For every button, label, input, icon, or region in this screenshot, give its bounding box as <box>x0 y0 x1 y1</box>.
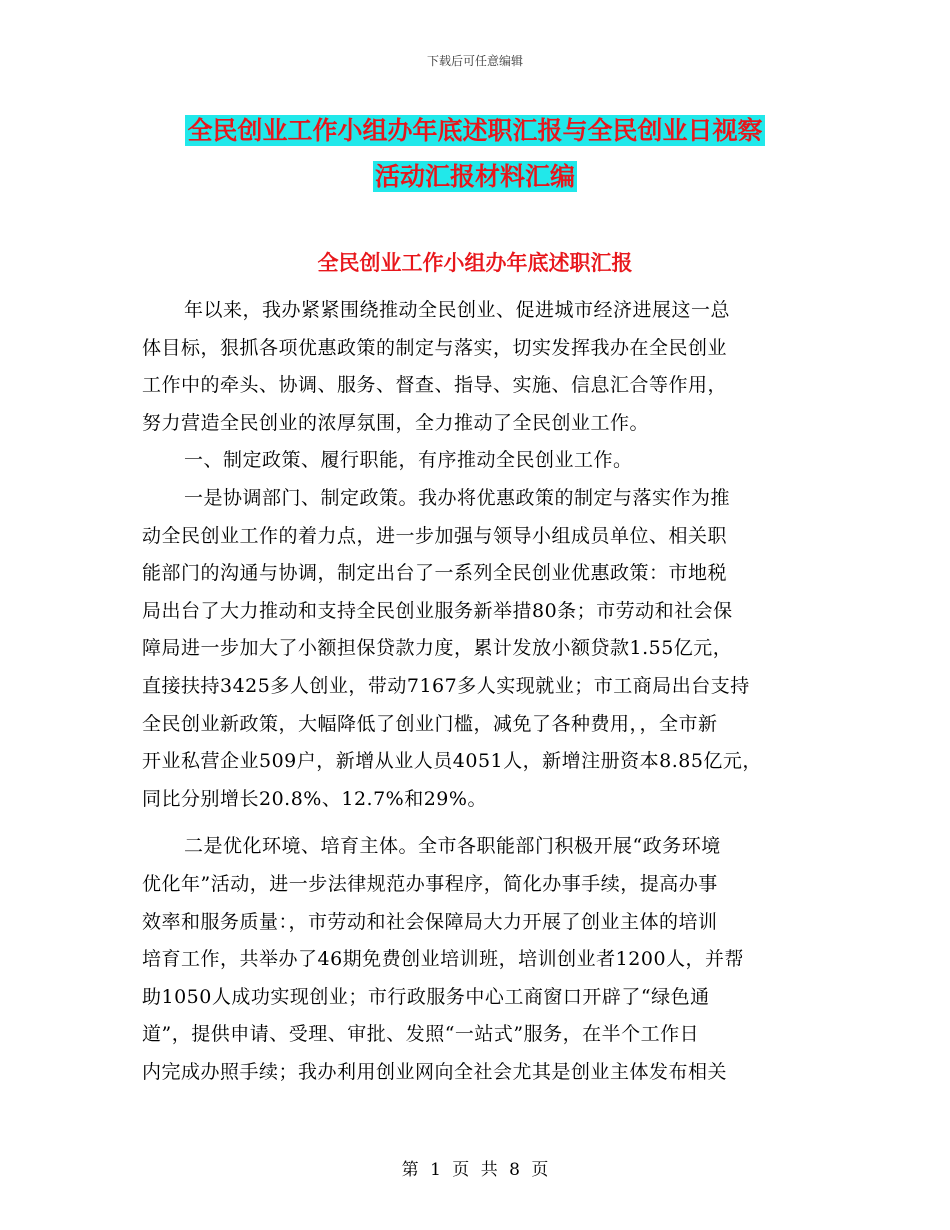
text-line: 体目标，狠抓各项优惠政策的制定与落实，切实发挥我办在全民创业 <box>142 336 728 359</box>
text-line: 全民创业新政策，大幅降低了创业门槛，减免了各种费用，，全市新 <box>142 712 718 735</box>
text-line: 工作中的牵头、协调、服务、督查、指导、实施、信息汇合等作用， <box>142 374 728 397</box>
text-line: 局出台了大力推动和支持全民创业服务新举措80条；市劳动和社会保 <box>142 599 733 622</box>
text-line: 能部门的沟通与协调，制定出台了一系列全民创业优惠政策：市地税 <box>142 562 728 585</box>
document-title-line-1: 全民创业工作小组办年底述职汇报与全民创业日视察 <box>187 116 763 145</box>
text-line: 二是优化环境、培育主体。全市各职能部门积极开展“政务环境 <box>184 835 721 858</box>
text-line: 动全民创业工作的着力点，进一步加强与领导小组成员单位、相关职 <box>142 524 728 547</box>
text-line: 一是协调部门、制定政策。我办将优惠政策的制定与落实作为推 <box>184 486 731 509</box>
paragraph <box>142 292 828 442</box>
text-line: 开业私营企业509户，新增从业人员4051人，新增注册资本8.85亿元， <box>142 750 762 773</box>
page-header-note: 下载后可任意编辑 <box>426 54 523 68</box>
text-line: 年以来，我办紧紧围绕推动全民创业、促进城市经济进展这一总 <box>184 299 731 321</box>
text-line: 效率和服务质量：，市劳动和社会保障局大力开展了创业主体的培训 <box>142 910 718 933</box>
page-number-footer: 第 1 页 共 8 页 <box>401 1160 549 1180</box>
paragraph <box>142 480 828 818</box>
text-line: 直接扶持3425多人创业，带动7167多人实现就业；市工商局出台支持 <box>142 674 750 697</box>
document-body <box>142 292 828 1091</box>
text-line: 优化年”活动，进一步法律规范办事程序，简化办事手续，提高办事 <box>142 872 718 895</box>
text-line: 努力营造全民创业的浓厚氛围，全力推动了全民创业工作。 <box>142 411 650 434</box>
text-line: 同比分别增长20.8%、12.7%和29%。 <box>142 787 487 810</box>
text-line: 培育工作，共举办了46期免费创业培训班，培训创业者1200人，并帮 <box>142 948 745 971</box>
text-line: 助1050人成功实现创业；市行政服务中心工商窗口开辟了“绿色通 <box>142 985 710 1008</box>
section-heading: 全民创业工作小组办年底述职汇报 <box>317 251 633 275</box>
document-title-line-2: 活动汇报材料汇编 <box>374 162 575 191</box>
paragraph-gap <box>142 818 828 828</box>
paragraph <box>142 442 828 480</box>
text-line: 道”，提供申请、受理、审批、发照“一站式”服务，在半个工作日 <box>142 1023 700 1046</box>
text-line: 一、制定政策、履行职能，有序推动全民创业工作。 <box>184 449 633 472</box>
document-title <box>0 108 950 200</box>
text-line: 内完成办照手续；我办利用创业网向全社会尤其是创业主体发布相关 <box>142 1060 728 1083</box>
paragraph <box>142 828 828 1091</box>
text-line: 障局进一步加大了小额担保贷款力度，累计发放小额贷款1.55亿元， <box>142 637 733 660</box>
